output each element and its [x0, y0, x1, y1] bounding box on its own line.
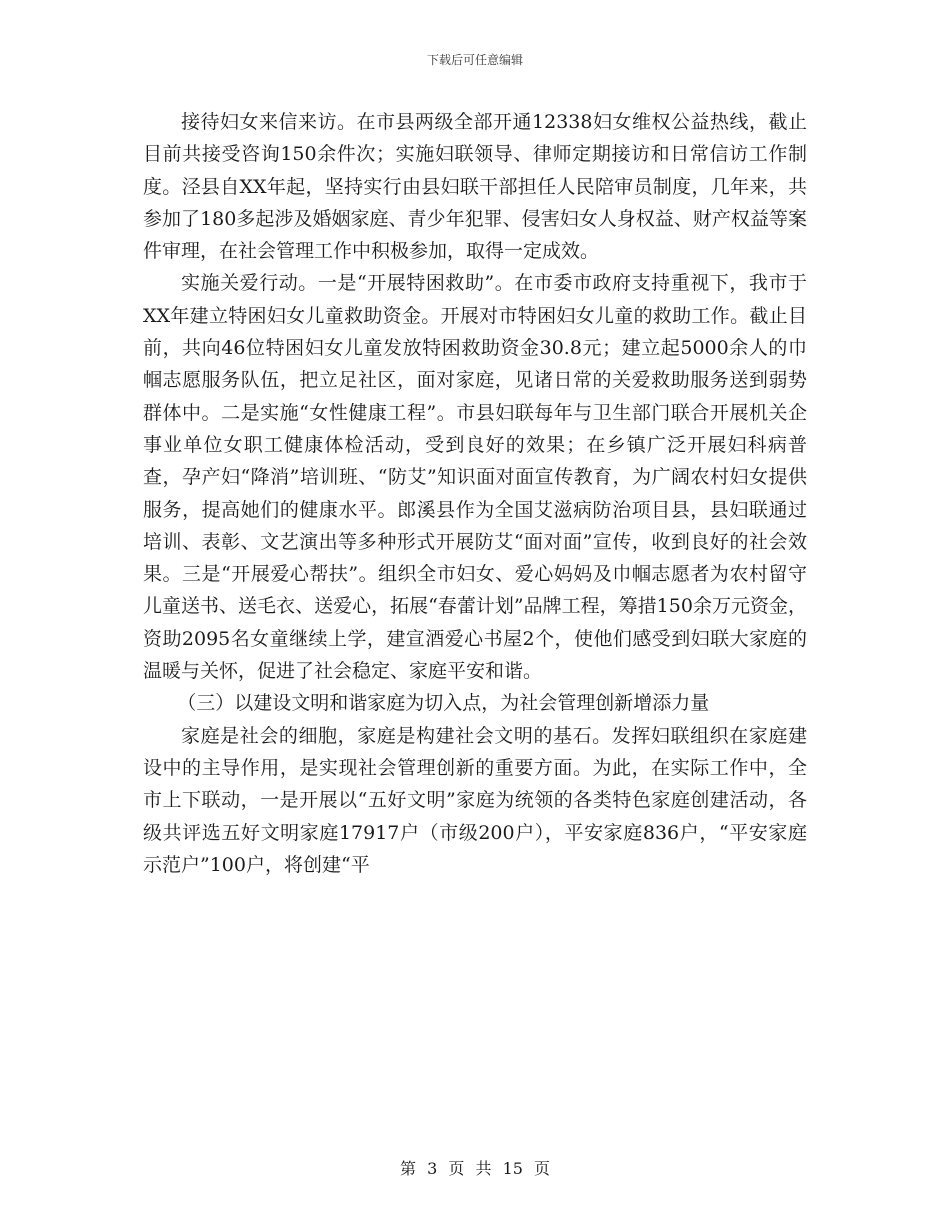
page-footer [0, 1156, 950, 1179]
footer-total-label: 共 [475, 1159, 492, 1178]
footer-suffix: 页 [534, 1159, 551, 1178]
footer-middle: 页 [448, 1159, 465, 1178]
footer-prefix: 第 [399, 1159, 416, 1178]
paragraph-letters-visits: 接待妇女来信来访。在市县两级全部开通12338妇女维权公益热线，截止目前共接受咨询150余件次；实施妇联领导、律师定期接访和日常信访工作制度。泾县自XX年起，坚持实行由县妇联干部担任人民陪审员制度，几年来，共参加了180多起涉及婚姻家庭、青少年犯罪、侵害妇女人身权益、财产权益等案件审理，在社会管理工作中积极参加，取得一定成效。 [143, 111, 807, 263]
page-header: 下载后可任意编辑 [426, 53, 523, 67]
section-heading: （三）以建设文明和谐家庭为切入点，为社会管理创新增添力量 [177, 692, 710, 715]
document-body [143, 106, 807, 881]
current-page-number: 3 [427, 1159, 438, 1178]
paragraph-family-building: 家庭是社会的细胞，家庭是构建社会文明的基石。发挥妇联组织在家庭建设中的主导作用，是实现社会管理创新的重要方面。为此，在实际工作中，全市上下联动，一是开展以“五好文明”家庭为统领的各类特色家庭创建活动，各级共评选五好文明家庭17917户（市级200户），平安家庭836户，“平安家庭示范户”100户，将创建“平 [143, 724, 807, 876]
total-page-count: 15 [502, 1159, 523, 1178]
paragraph-care-actions: 实施关爱行动。一是“开展特困救助”。在市委市政府支持重视下，我市于XX年建立特困妇女儿童救助资金。开展对市特困妇女儿童的救助工作。截止目前，共向46位特困妇女儿童发放特困救助资金30.8元；建立起5000余人的巾帼志愿服务队伍，把立足社区，面对家庭，见诸日常的关爱救助服务送到弱势群体中。二是实施“女性健康工程”。市县妇联每年与卫生部门联合开展机关企事业单位女职工健康体检活动，受到良好的效果；在乡镇广泛开展妇科病普查，孕产妇“降消”培训班、“防艾”知识面对面宣传教育，为广阔农村妇女提供服务，提高她们的健康水平。郎溪县作为全国艾滋病防治项目县，县妇联通过培训、表彰、文艺演出等多种形式开展防艾“面对面”宣传，收到良好的社会效果。三是“开展爱心帮扶”。组织全市妇女、爱心妈妈及巾帼志愿者为农村留守儿童送书、送毛衣、送爱心，拓展“春蕾计划”品牌工程，筹措150余万元资金，资助2095名女童继续上学，建宣酒爱心书屋2个，使他们感受到妇联大家庭的温暖与关怀，促进了社会稳定、家庭平安和谐。 [143, 272, 807, 683]
